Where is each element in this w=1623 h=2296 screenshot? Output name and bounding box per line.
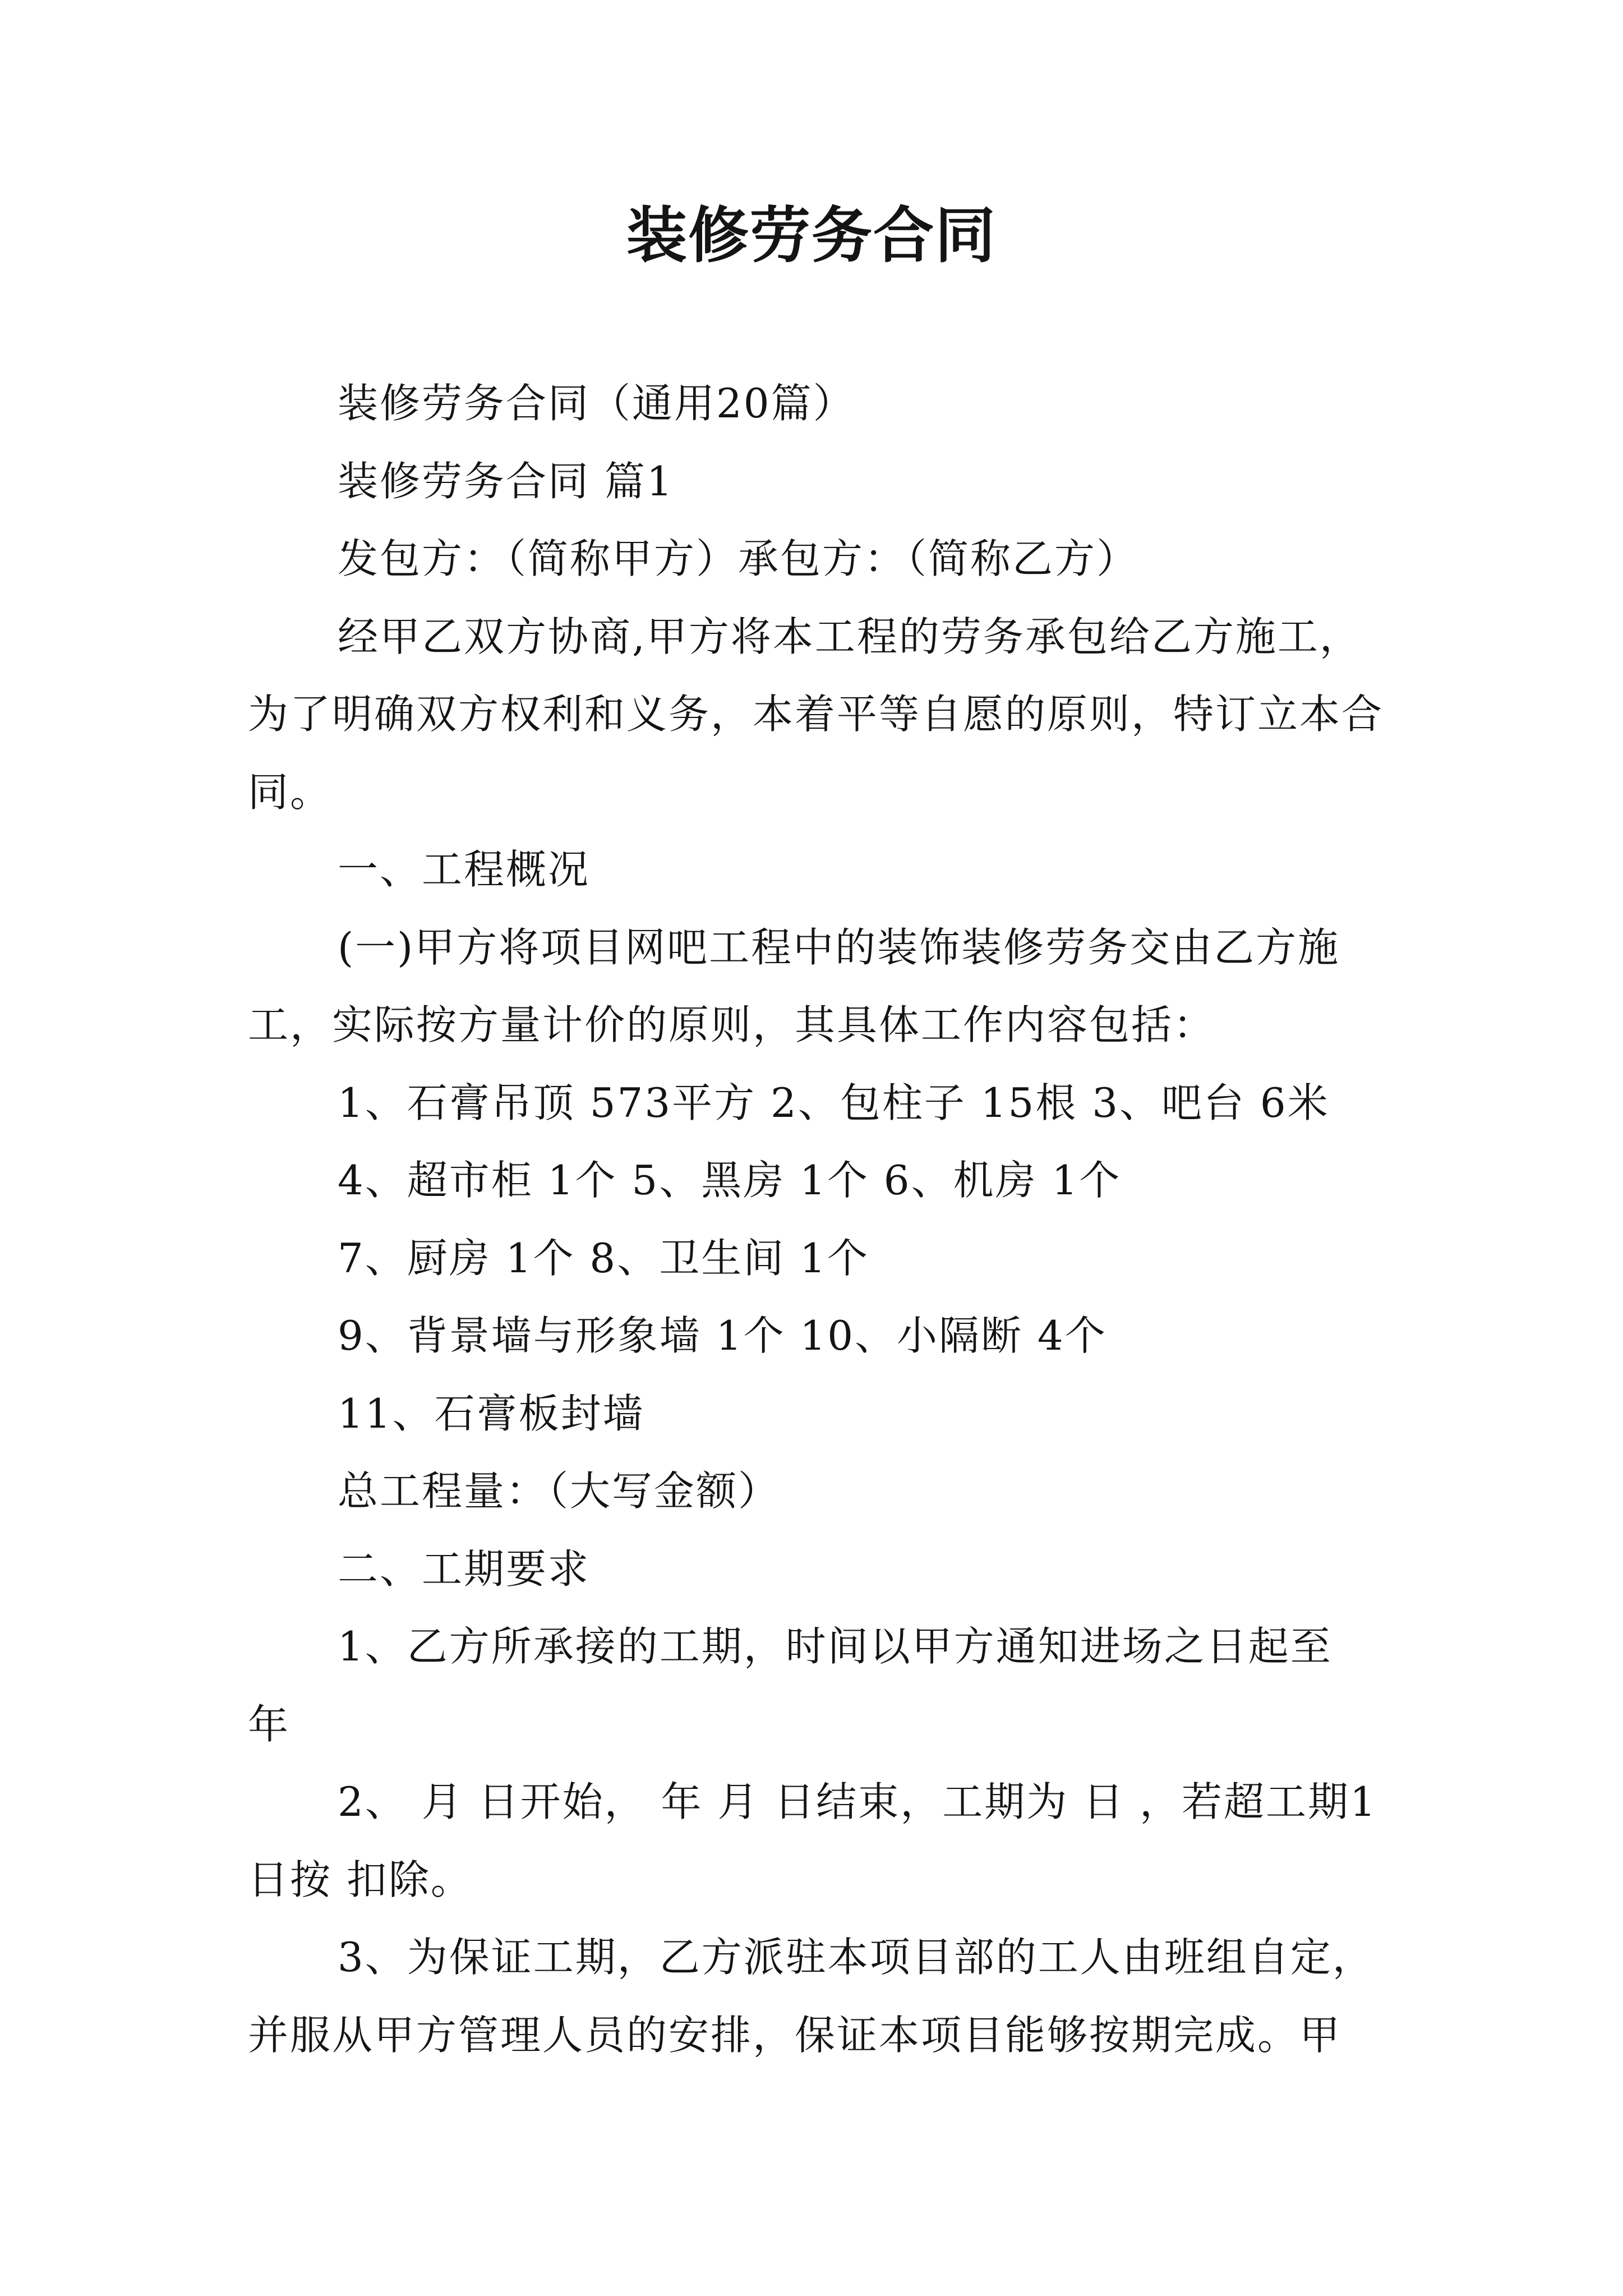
paragraph-heading-overview: 一、工程概况 bbox=[338, 846, 591, 893]
paragraph-subtitle: 装修劳务合同（通用20篇） bbox=[338, 380, 855, 427]
paragraph-section-heading: 装修劳务合同 篇1 bbox=[338, 457, 674, 505]
document-body bbox=[248, 365, 1384, 2074]
paragraph-item-1-3: 1、石膏吊顶 573平方 2、包柱子 15根 3、吧台 6米 bbox=[338, 1079, 1330, 1126]
paragraph-scope: (一)甲方将项目网吧工程中的装饰装修劳务交由乙方施工，实际按方量计价的原则，其具体工作内容包括： bbox=[248, 923, 1340, 1048]
paragraph-preamble: 经甲乙双方协商,甲方将本工程的劳务承包给乙方施工，为了明确双方权利和义务，本着平等自愿的原则，特订立本合同。 bbox=[248, 613, 1384, 816]
paragraph-item-7-8: 7、厨房 1个 8、卫生间 1个 bbox=[338, 1234, 869, 1282]
paragraph-total: 总工程量：（大写金额） bbox=[338, 1467, 781, 1515]
paragraph-heading-schedule: 二、工期要求 bbox=[338, 1545, 591, 1593]
paragraph-schedule-2: 2、 月 日开始， 年 月 日结束，工期为 日 ，若超工期1日按 扣除。 bbox=[248, 1778, 1377, 1903]
paragraph-schedule-3: 3、为保证工期，乙方派驻本项目部的工人由班组自定，并服从甲方管理人员的安排，保证本项目能够按期完成。甲 bbox=[248, 1934, 1375, 2059]
document-title: 装修劳务合同 bbox=[626, 200, 997, 271]
paragraph-parties: 发包方：（简称甲方）承包方：（简称乙方） bbox=[338, 535, 1139, 582]
paragraph-schedule-1: 1、乙方所承接的工期，时间以甲方通知进场之日起至 年 bbox=[248, 1623, 1332, 1748]
paragraph-item-4-6: 4、超市柜 1个 5、黑房 1个 6、机房 1个 bbox=[338, 1157, 1122, 1204]
paragraph-item-11: 11、石膏板封墙 bbox=[338, 1389, 645, 1437]
paragraph-item-9-10: 9、背景墙与形象墙 1个 10、小隔断 4个 bbox=[338, 1312, 1107, 1359]
